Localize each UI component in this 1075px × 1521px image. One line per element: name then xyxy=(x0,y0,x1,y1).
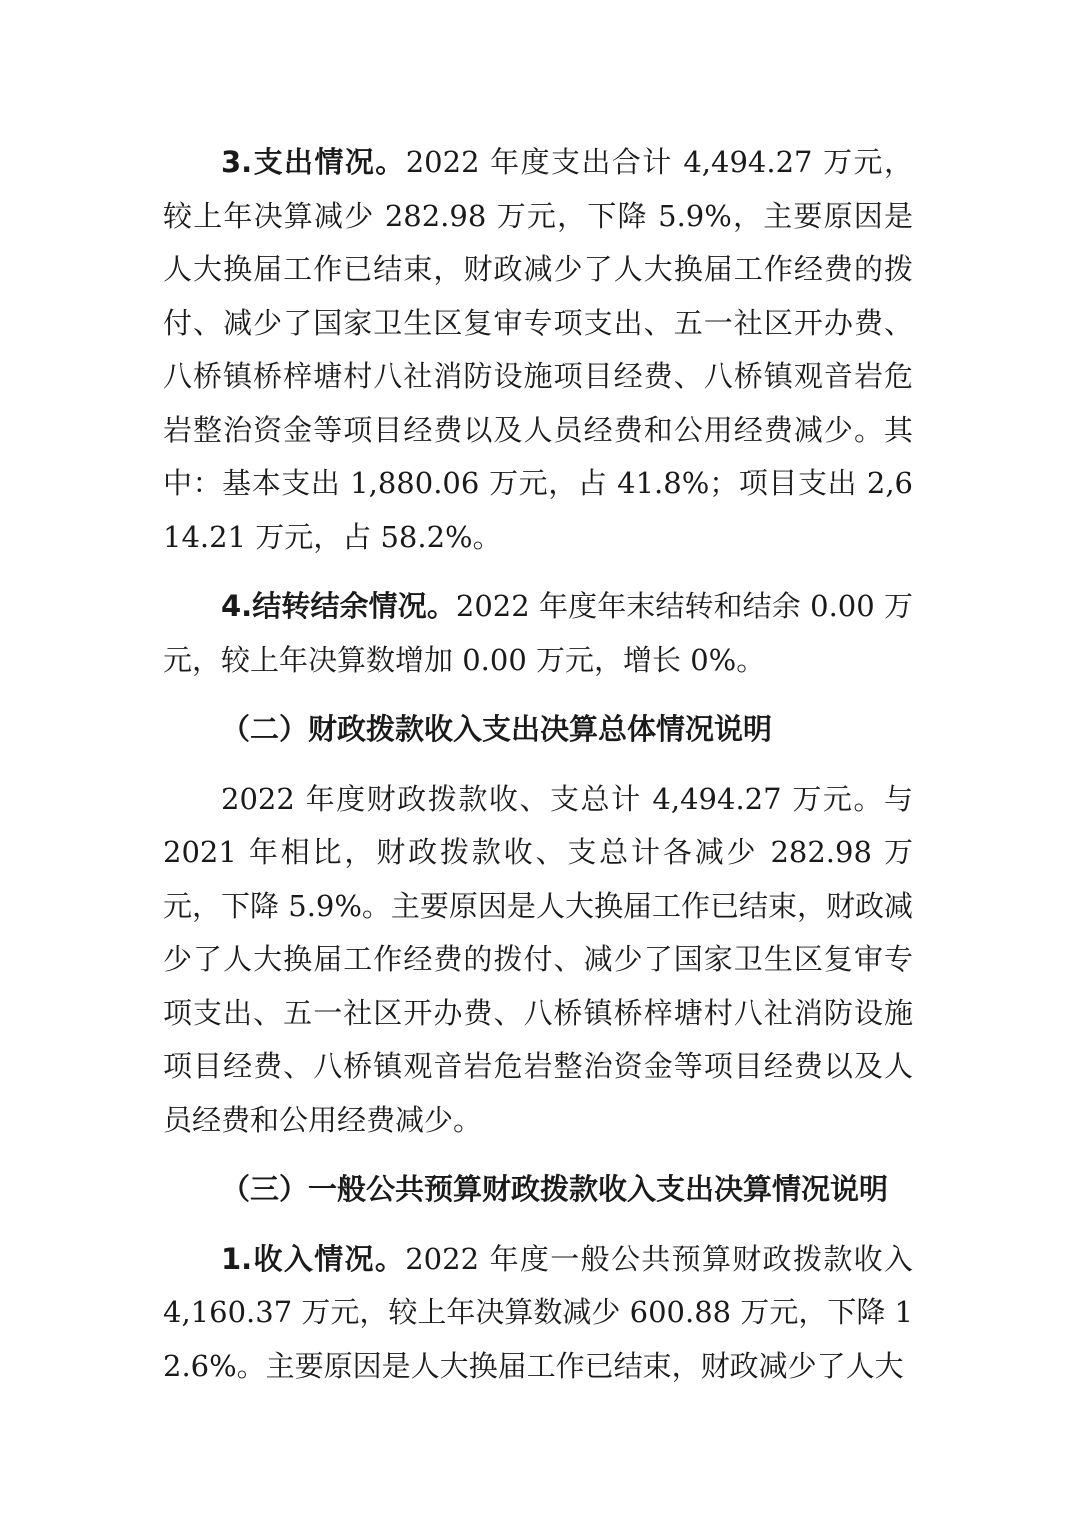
expenditure-body: 2022 年度支出合计 4,494.27 万元，较上年决算减少 282.98 万元，下降 5.9%，主要原因是人大换届工作已结束，财政减少了人大换届工作经费的拨付、减少了国家卫生区复审专项支出、五一社区开办费、八桥镇桥梓塘村八社消防设施项目经费、八桥镇观音岩危岩整治资金等项目经费以及人员经费和公用经费减少。其中：基本支出 1,880.06 万元，占 41.8%；项目支出 2,614.21 万元，占 58.2%。 xyxy=(163,145,913,554)
expenditure-paragraph xyxy=(163,136,913,564)
carryover-title: 4.结转结余情况。 xyxy=(221,589,456,623)
income-body: 2022 年度一般公共预算财政拨款收入 4,160.37 万元，较上年决算数减少 600.88 万元，下降 12.6%。主要原因是人大换届工作已结束，财政减少了人大 xyxy=(163,1241,913,1383)
general-budget-income-paragraph xyxy=(163,1233,913,1394)
spacer xyxy=(163,1147,913,1163)
fiscal-overview-paragraph: 2022 年度财政拨款收、支总计 4,494.27 万元。与 2021 年相比，财政拨款收、支总计各减少 282.98 万元，下降 5.9%。主要原因是人大换届工作已结束，财政减少了人大换届工作经费的拨付、减少了国家卫生区复审专项支出、五一社区开办费、八桥镇桥梓塘村八社消防设施项目经费、八桥镇观音岩危岩整治资金等项目经费以及人员经费和公用经费减少。 xyxy=(163,781,913,1137)
spacer xyxy=(163,687,913,703)
income-title: 1.收入情况。 xyxy=(221,1241,406,1276)
carryover-body: 2022 年度年末结转和结余 0.00 万元，较上年决算数增加 0.00 万元，增长 0%。 xyxy=(163,589,913,677)
carryover-paragraph xyxy=(163,580,913,687)
spacer xyxy=(163,1217,913,1233)
fiscal-overview-heading: （二）财政拨款收入支出决算总体情况说明 xyxy=(221,712,773,746)
spacer xyxy=(163,757,913,773)
expenditure-title: 3.支出情况。 xyxy=(221,145,406,179)
spacer xyxy=(163,564,913,580)
general-budget-heading: （三）一般公共预算财政拨款收入支出决算情况说明 xyxy=(221,1172,889,1206)
document-page xyxy=(163,136,913,1393)
